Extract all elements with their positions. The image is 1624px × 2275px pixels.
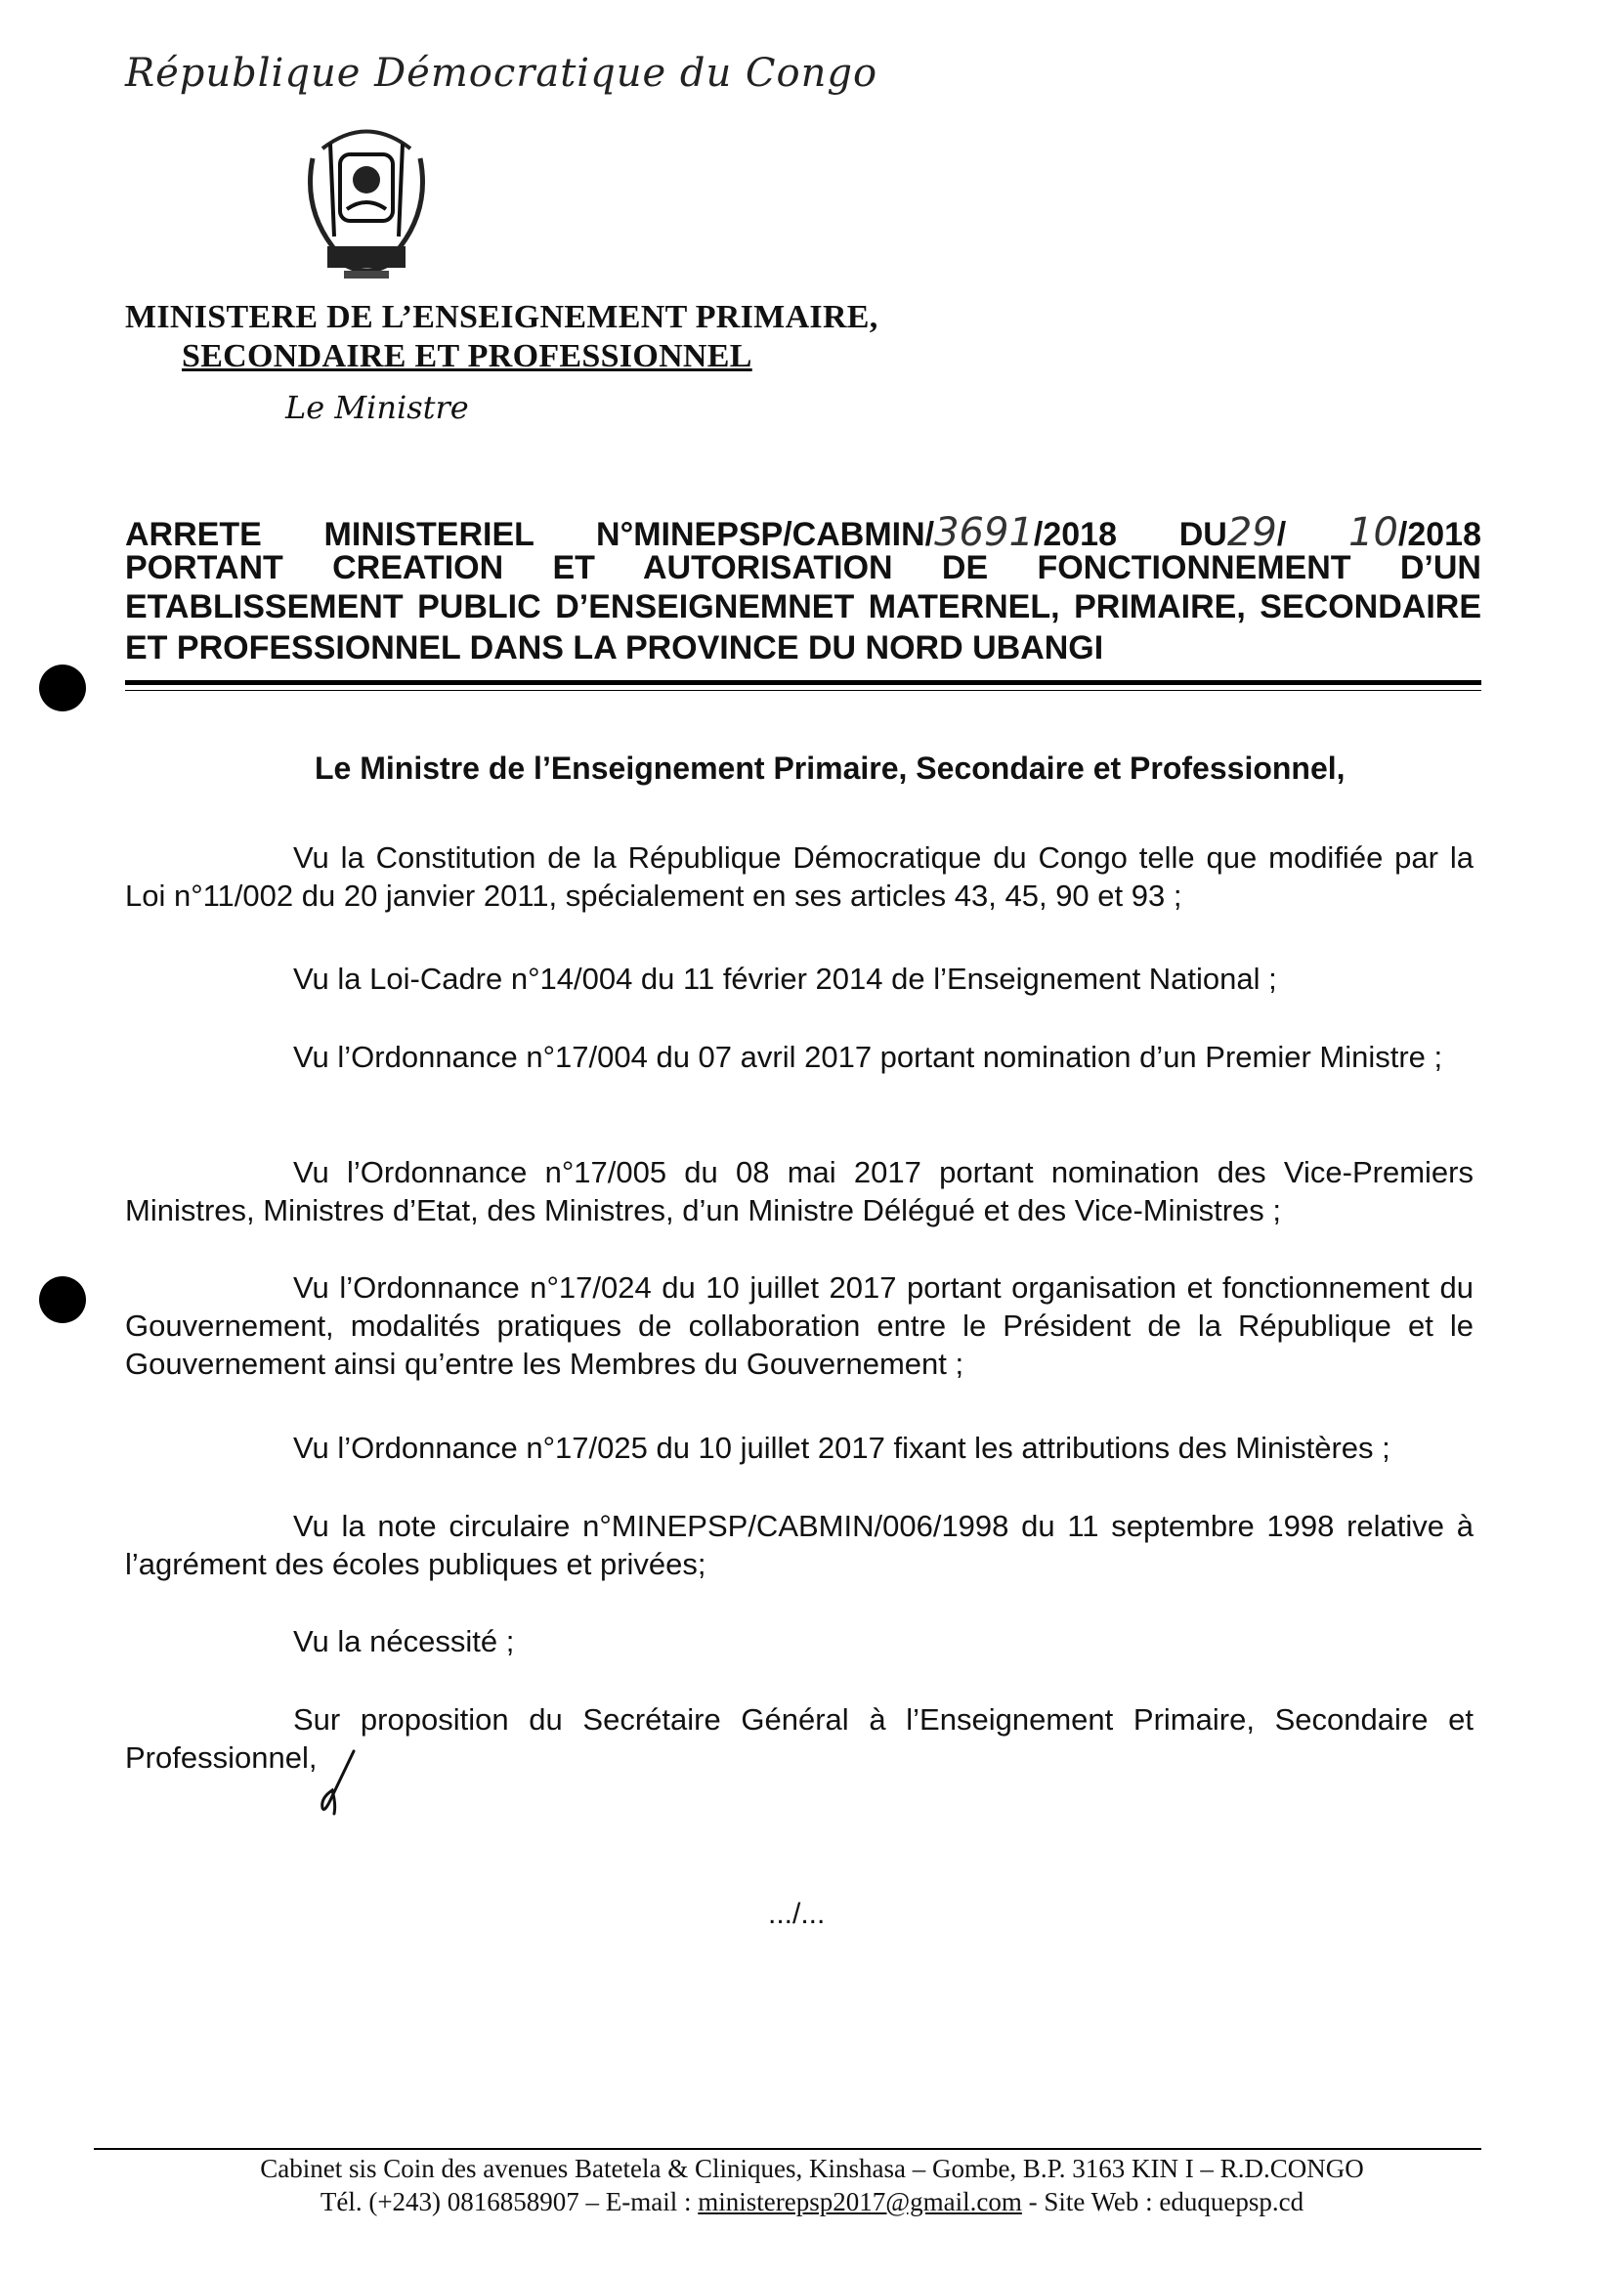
page-continuation-mark: .../... xyxy=(768,1898,826,1930)
decree-year: /2018 xyxy=(1397,516,1481,553)
republic-heading: République Démocratique du Congo xyxy=(125,51,878,96)
footer-site-label: - Site Web : xyxy=(1021,2187,1160,2216)
decree-month-handwritten: 10 xyxy=(1348,510,1398,555)
decree-title-line2: PORTANT CREATION ET AUTORISATION DE FONCTIONNEMENT D’UN xyxy=(125,549,1481,586)
title-rule xyxy=(125,680,1481,685)
decree-number-prefix: ARRETE MINISTERIEL N°MINEPSP/CABMIN/ xyxy=(125,516,935,553)
decree-date-prefix: /2018 DU xyxy=(1033,516,1227,553)
footer-rule xyxy=(94,2148,1481,2150)
footer-phone: Tél. (+243) 0816858907 – E-mail : xyxy=(320,2187,699,2216)
le-ministre-label: Le Ministre xyxy=(285,389,469,426)
considerant-paragraph: Vu la note circulaire n°MINEPSP/CABMIN/006/1998 du 11 septembre 1998 relative à l’agrément des écoles publiques et privées; xyxy=(125,1509,1474,1581)
considerant-paragraph: Sur proposition du Secrétaire Général à l’Enseignement Primaire, Secondaire et Professionnel, xyxy=(125,1702,1474,1775)
considerant-paragraph: Vu la Loi-Cadre n°14/004 du 11 février 2014 de l’Enseignement National ; xyxy=(293,962,1277,996)
footer-email-link[interactable]: ministerepsp2017@gmail.com xyxy=(698,2187,1022,2216)
decree-title-line3: ETABLISSEMENT PUBLIC D’ENSEIGNEMNET MATERNEL, PRIMAIRE, SECONDAIRE xyxy=(125,588,1481,625)
considerant-paragraph: Vu l’Ordonnance n°17/024 du 10 juillet 2017 portant organisation et fonctionnement du Gouvernement, modalités pratiques de collaboration entre le Président de la République et le Gouvernement ainsi qu’entre les Membres du Gouvernement ; xyxy=(125,1270,1474,1381)
footer-site-link[interactable]: eduquepsp.cd xyxy=(1159,2187,1304,2216)
footer-address: Cabinet sis Coin des avenues Batetela & Cliniques, Kinshasa – Gombe, B.P. 3163 KIN I – R.D.CONGO xyxy=(260,2154,1364,2183)
ministry-name-line2: SECONDAIRE ET PROFESSIONNEL xyxy=(182,338,752,374)
considerant-paragraph: Vu l’Ordonnance n°17/004 du 07 avril 2017 portant nomination d’un Premier Ministre ; xyxy=(293,1040,1443,1074)
considerant-paragraph: Vu la nécessité ; xyxy=(293,1624,515,1658)
handwritten-initial-icon xyxy=(315,1749,358,1818)
coat-of-arms-icon xyxy=(293,119,440,280)
ministry-name-line1: MINISTERE DE L’ENSEIGNEMENT PRIMAIRE, xyxy=(125,299,878,335)
considerant-paragraph: Vu l’Ordonnance n°17/005 du 08 mai 2017 portant nomination des Vice-Premiers Ministres, Ministres d’Etat, des Ministres, d’un Ministre Délégué et des Vice-Ministres ; xyxy=(125,1155,1474,1227)
punch-hole-mark xyxy=(39,665,86,711)
decree-title-line1: ARRETE MINISTERIEL N°MINEPSP/CABMIN/3691/2018 DU29/ 10/2018 xyxy=(125,510,1481,555)
considerant-paragraph: Vu la Constitution de la République Démocratique du Congo telle que modifiée par la Loi n°11/002 du 20 janvier 2011, spécialement en ses articles 43, 45, 90 et 93 ; xyxy=(125,840,1474,913)
considerant-paragraph: Vu l’Ordonnance n°17/025 du 10 juillet 2017 fixant les attributions des Ministères ; xyxy=(293,1431,1390,1465)
title-rule-thin xyxy=(125,690,1481,691)
decree-title-line4: ET PROFESSIONNEL DANS LA PROVINCE DU NORD UBANGI xyxy=(125,629,1104,666)
decree-number-handwritten: 3691 xyxy=(934,510,1034,555)
punch-hole-mark xyxy=(39,1276,86,1323)
minister-heading: Le Ministre de l’Enseignement Primaire, Secondaire et Professionnel, xyxy=(315,751,1346,786)
decree-day-handwritten: 29 xyxy=(1226,510,1277,555)
footer-contact xyxy=(0,2187,1624,2217)
